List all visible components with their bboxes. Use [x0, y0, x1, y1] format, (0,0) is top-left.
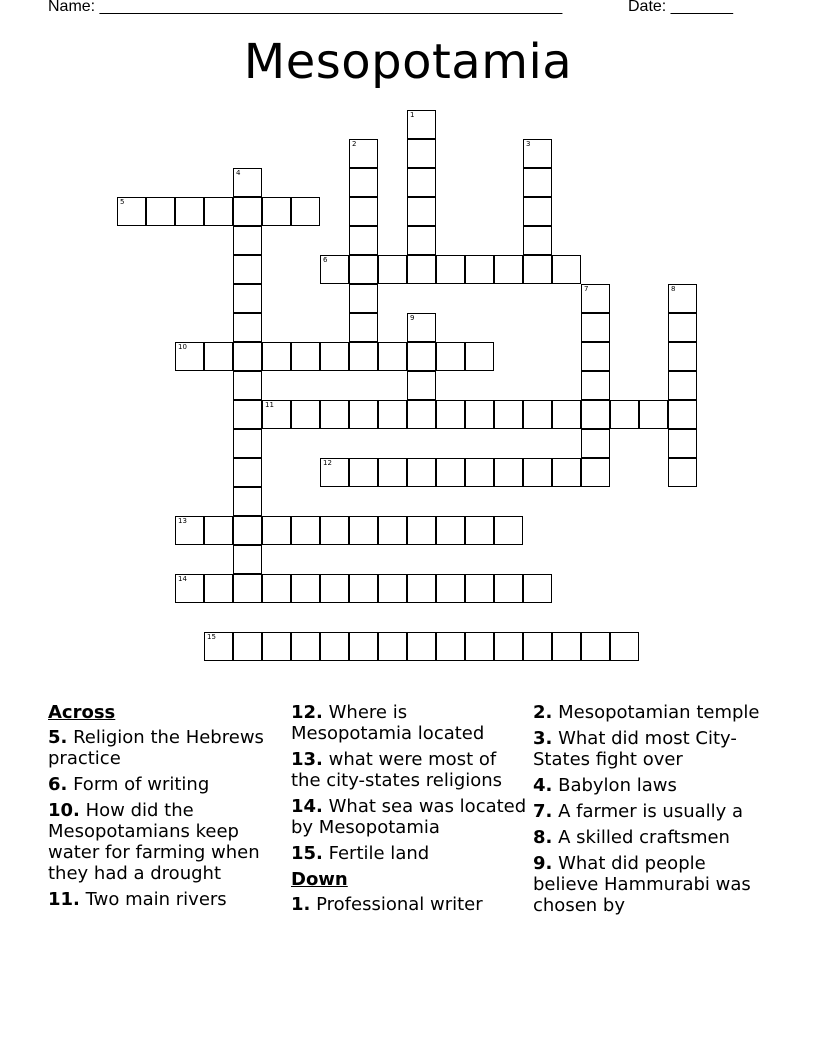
grid-cell[interactable] [581, 342, 610, 371]
grid-cell[interactable] [291, 516, 320, 545]
clue-number: 6 [323, 256, 328, 264]
clue-number: 10 [178, 343, 187, 351]
grid-cell[interactable] [552, 632, 581, 661]
grid-cell[interactable] [204, 632, 233, 661]
grid-cell[interactable] [233, 226, 262, 255]
grid-cell[interactable] [320, 632, 349, 661]
grid-cell[interactable] [436, 516, 465, 545]
grid-cell[interactable] [378, 574, 407, 603]
grid-cell[interactable] [378, 516, 407, 545]
clue-number: 14 [178, 575, 187, 583]
clue-number: 9 [410, 314, 415, 322]
grid-cell[interactable] [668, 400, 697, 429]
grid-cell[interactable] [349, 284, 378, 313]
grid-cell[interactable] [175, 342, 204, 371]
grid-cell[interactable] [668, 429, 697, 458]
grid-cell[interactable] [233, 400, 262, 429]
grid-cell[interactable] [233, 487, 262, 516]
grid-cell[interactable] [407, 139, 436, 168]
clue-number: 11 [265, 401, 274, 409]
grid-cell[interactable] [320, 574, 349, 603]
grid-cell[interactable] [378, 255, 407, 284]
grid-cell[interactable] [262, 400, 291, 429]
clue-number: 5 [120, 198, 125, 206]
grid-cell[interactable] [523, 197, 552, 226]
clue-item-text: A farmer is usually a [552, 801, 744, 822]
clue-item-text: What did most City-States fight over [533, 728, 737, 770]
page-title: Mesopotamia [243, 34, 573, 90]
grid-cell[interactable] [668, 313, 697, 342]
grid-cell[interactable] [204, 342, 233, 371]
grid-cell[interactable] [233, 168, 262, 197]
clue-item [291, 796, 527, 838]
grid-cell[interactable] [175, 197, 204, 226]
clue-number: 4 [236, 169, 241, 177]
clue-item-text: What sea was located by Mesopotamia [291, 796, 527, 838]
grid-cell[interactable] [378, 458, 407, 487]
grid-cell[interactable] [291, 342, 320, 371]
clue-item [533, 853, 769, 916]
grid-cell[interactable] [349, 313, 378, 342]
grid-cell[interactable] [610, 400, 639, 429]
grid-cell[interactable] [378, 632, 407, 661]
grid-cell[interactable] [349, 516, 378, 545]
clue-item-text: Two main rivers [79, 889, 227, 910]
grid-cell[interactable] [233, 255, 262, 284]
grid-cell[interactable] [378, 400, 407, 429]
grid-cell[interactable] [349, 197, 378, 226]
grid-cell[interactable] [204, 516, 233, 545]
grid-cell[interactable] [320, 400, 349, 429]
grid-cell[interactable] [407, 371, 436, 400]
clue-item [533, 728, 769, 770]
clue-item [291, 894, 527, 915]
grid-cell[interactable] [320, 342, 349, 371]
clue-item-number: 8. [533, 827, 553, 848]
grid-cell[interactable] [320, 255, 349, 284]
clue-item-text: Where is Mesopotamia located [291, 702, 485, 744]
grid-cell[interactable] [639, 400, 668, 429]
grid-cell[interactable] [407, 255, 436, 284]
grid-cell[interactable] [523, 226, 552, 255]
clue-item-text: Fertile land [322, 843, 430, 864]
clue-item-number: 11. [48, 889, 80, 910]
grid-cell[interactable] [233, 516, 262, 545]
clue-column-1 [48, 702, 284, 915]
grid-cell[interactable] [407, 400, 436, 429]
clue-number: 15 [207, 633, 216, 641]
grid-cell[interactable] [233, 342, 262, 371]
grid-cell[interactable] [349, 632, 378, 661]
clue-item-number: 2. [533, 702, 553, 723]
date-label: Date: _______ [628, 0, 733, 15]
clue-item [533, 827, 769, 848]
grid-cell[interactable] [407, 313, 436, 342]
grid-cell[interactable] [291, 197, 320, 226]
grid-cell[interactable] [233, 574, 262, 603]
grid-cell[interactable] [407, 516, 436, 545]
grid-cell[interactable] [407, 632, 436, 661]
grid-cell[interactable] [668, 284, 697, 313]
grid-cell[interactable] [581, 313, 610, 342]
grid-cell[interactable] [378, 342, 407, 371]
clue-item-number: 1. [291, 894, 311, 915]
grid-cell[interactable] [233, 371, 262, 400]
clue-item-number: 13. [291, 749, 323, 770]
grid-cell[interactable] [465, 255, 494, 284]
grid-cell[interactable] [436, 458, 465, 487]
grid-cell[interactable] [523, 255, 552, 284]
grid-cell[interactable] [233, 632, 262, 661]
clue-item-text: What did people believe Hammurabi was chosen by [533, 853, 751, 916]
grid-cell[interactable] [494, 255, 523, 284]
grid-cell[interactable] [494, 574, 523, 603]
clue-item-number: 14. [291, 796, 323, 817]
clue-item-number: 7. [533, 801, 553, 822]
grid-cell[interactable] [436, 574, 465, 603]
grid-cell[interactable] [610, 632, 639, 661]
grid-cell[interactable] [581, 429, 610, 458]
grid-cell[interactable] [407, 197, 436, 226]
grid-cell[interactable] [349, 168, 378, 197]
grid-cell[interactable] [465, 342, 494, 371]
grid-cell[interactable] [407, 458, 436, 487]
grid-cell[interactable] [581, 400, 610, 429]
grid-cell[interactable] [262, 342, 291, 371]
grid-cell[interactable] [494, 516, 523, 545]
grid-cell[interactable] [581, 371, 610, 400]
grid-cell[interactable] [668, 458, 697, 487]
grid-cell[interactable] [233, 458, 262, 487]
grid-cell[interactable] [291, 574, 320, 603]
grid-cell[interactable] [233, 313, 262, 342]
clue-number: 2 [352, 140, 357, 148]
clue-item [48, 800, 284, 884]
clue-item-text: A skilled craftsmen [552, 827, 730, 848]
grid-cell[interactable] [262, 197, 291, 226]
grid-cell[interactable] [552, 458, 581, 487]
grid-cell[interactable] [291, 632, 320, 661]
grid-cell[interactable] [320, 458, 349, 487]
clue-number: 7 [584, 285, 589, 293]
grid-cell[interactable] [523, 139, 552, 168]
clue-number: 3 [526, 140, 531, 148]
grid-cell[interactable] [291, 400, 320, 429]
grid-cell[interactable] [436, 400, 465, 429]
grid-cell[interactable] [465, 458, 494, 487]
grid-cell[interactable] [436, 255, 465, 284]
grid-cell[interactable] [233, 284, 262, 313]
grid-cell[interactable] [581, 632, 610, 661]
clue-item-number: 12. [291, 702, 323, 723]
grid-cell[interactable] [233, 429, 262, 458]
grid-cell[interactable] [436, 632, 465, 661]
clue-item-number: 15. [291, 843, 323, 864]
grid-cell[interactable] [552, 400, 581, 429]
clue-item [533, 775, 769, 796]
name-label: Name: ____________________________________________________ [48, 0, 563, 15]
clue-item [48, 774, 284, 795]
grid-cell[interactable] [233, 197, 262, 226]
grid-cell[interactable] [494, 400, 523, 429]
clue-number: 1 [410, 111, 415, 119]
clue-item-text: How did the Mesopotamians keep water for farming when they had a drought [48, 800, 260, 884]
grid-cell[interactable] [233, 545, 262, 574]
clue-item [533, 801, 769, 822]
clue-item-text: Religion the Hebrews practice [48, 727, 264, 769]
clue-item [533, 702, 769, 723]
grid-cell[interactable] [349, 139, 378, 168]
grid-cell[interactable] [668, 371, 697, 400]
grid-cell[interactable] [407, 226, 436, 255]
clue-item-number: 9. [533, 853, 553, 874]
clue-column-3 [533, 702, 769, 921]
grid-cell[interactable] [407, 574, 436, 603]
grid-cell[interactable] [523, 458, 552, 487]
grid-cell[interactable] [523, 574, 552, 603]
grid-cell[interactable] [494, 632, 523, 661]
clue-item-text: Mesopotamian temple [552, 702, 760, 723]
clue-item [291, 749, 527, 791]
clue-item-text: Form of writing [67, 774, 210, 795]
clue-item [291, 702, 527, 744]
across-heading: Across [48, 702, 116, 723]
grid-cell[interactable] [523, 632, 552, 661]
grid-cell[interactable] [465, 516, 494, 545]
grid-cell[interactable] [175, 574, 204, 603]
grid-cell[interactable] [117, 197, 146, 226]
clue-item-number: 10. [48, 800, 80, 821]
clue-item [48, 889, 284, 910]
grid-cell[interactable] [407, 110, 436, 139]
clue-column-2 [291, 702, 527, 920]
grid-cell[interactable] [523, 168, 552, 197]
clue-item-number: 4. [533, 775, 553, 796]
grid-cell[interactable] [349, 574, 378, 603]
grid-cell[interactable] [204, 197, 233, 226]
grid-cell[interactable] [262, 632, 291, 661]
grid-cell[interactable] [320, 516, 349, 545]
grid-cell[interactable] [494, 458, 523, 487]
grid-cell[interactable] [349, 255, 378, 284]
down-heading: Down [291, 869, 348, 890]
grid-cell[interactable] [349, 400, 378, 429]
grid-cell[interactable] [465, 400, 494, 429]
grid-cell[interactable] [349, 226, 378, 255]
grid-cell[interactable] [523, 400, 552, 429]
clue-number: 13 [178, 517, 187, 525]
grid-cell[interactable] [349, 342, 378, 371]
clue-item-number: 6. [48, 774, 68, 795]
grid-cell[interactable] [465, 632, 494, 661]
grid-cell[interactable] [436, 342, 465, 371]
clue-item-number: 3. [533, 728, 553, 749]
grid-cell[interactable] [175, 516, 204, 545]
grid-cell[interactable] [668, 342, 697, 371]
grid-cell[interactable] [262, 516, 291, 545]
grid-cell[interactable] [146, 197, 175, 226]
clue-item-text: what were most of the city-states religions [291, 749, 503, 791]
clue-number: 8 [671, 285, 676, 293]
grid-cell[interactable] [204, 574, 233, 603]
clue-item [48, 727, 284, 769]
grid-cell[interactable] [465, 574, 494, 603]
grid-cell[interactable] [552, 255, 581, 284]
grid-cell[interactable] [581, 458, 610, 487]
clue-number: 12 [323, 459, 332, 467]
clue-item-text: Professional writer [310, 894, 483, 915]
clue-item-number: 5. [48, 727, 68, 748]
clue-item [291, 843, 527, 864]
grid-cell[interactable] [407, 168, 436, 197]
grid-cell[interactable] [262, 574, 291, 603]
clue-item-text: Babylon laws [552, 775, 677, 796]
grid-cell[interactable] [407, 342, 436, 371]
grid-cell[interactable] [581, 284, 610, 313]
grid-cell[interactable] [349, 458, 378, 487]
